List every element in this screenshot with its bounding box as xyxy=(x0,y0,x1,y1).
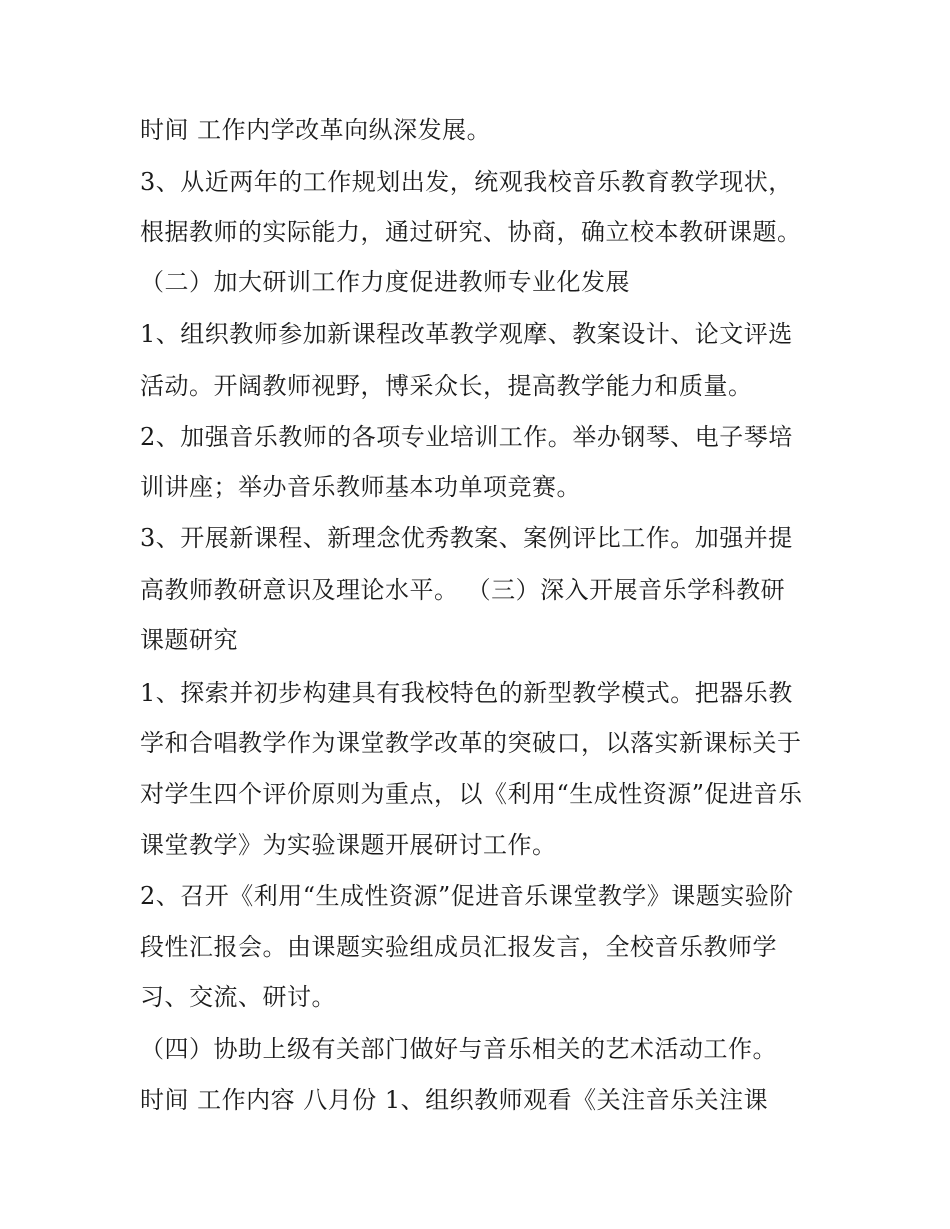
section-heading: （二）加大研训工作力度促进教师专业化发展 xyxy=(140,268,630,296)
text-line: 1、探索并初步构建具有我校特色的新型教学模式。把器乐教 xyxy=(140,679,793,707)
text-line: 训讲座；举办音乐教师基本功单项竞赛。 xyxy=(140,473,581,501)
text-line: 段性汇报会。由课题实验组成员汇报发言，全校音乐教师学 xyxy=(140,933,777,961)
text-line: 2、加强音乐教师的各项专业培训工作。举办钢琴、电子琴培 xyxy=(140,423,793,451)
section-heading: （四）协助上级有关部门做好与音乐相关的艺术活动工作。 xyxy=(140,1035,777,1063)
text-line: 3、开展新课程、新理念优秀教案、案例评比工作。加强并提 xyxy=(140,524,793,552)
text-line: 根据教师的实际能力，通过研究、协商，确立校本教研课题。 xyxy=(140,218,802,246)
text-line: 高教师教研意识及理论水平。 （三）深入开展音乐学科教研 xyxy=(140,576,786,604)
text-line: 时间 工作内容 八月份 1、组织教师观看《关注音乐关注课 xyxy=(140,1086,769,1114)
text-line: 活动。开阔教师视野，博采众长，提高教学能力和质量。 xyxy=(140,372,753,400)
text-line: 1、组织教师参加新课程改革教学观摩、教案设计、论文评选 xyxy=(140,320,793,348)
text-line: 3、从近两年的工作规划出发，统观我校音乐教育教学现状， xyxy=(140,168,793,196)
text-line: 课题研究 xyxy=(140,626,238,654)
text-line: 时间 工作内学改革向纵深发展。 xyxy=(140,116,492,144)
text-line: 对学生四个评价原则为重点，以《利用“生成性资源”促进音乐 xyxy=(140,780,803,808)
text-line: 学和合唱教学作为课堂教学改革的突破口，以落实新课标关于 xyxy=(140,729,802,757)
text-line: 课堂教学》为实验课题开展研讨工作。 xyxy=(140,831,557,859)
text-line: 习、交流、研讨。 xyxy=(140,983,336,1011)
text-line: 2、召开《利用“生成性资源”促进音乐课堂教学》课题实验阶 xyxy=(140,882,794,910)
